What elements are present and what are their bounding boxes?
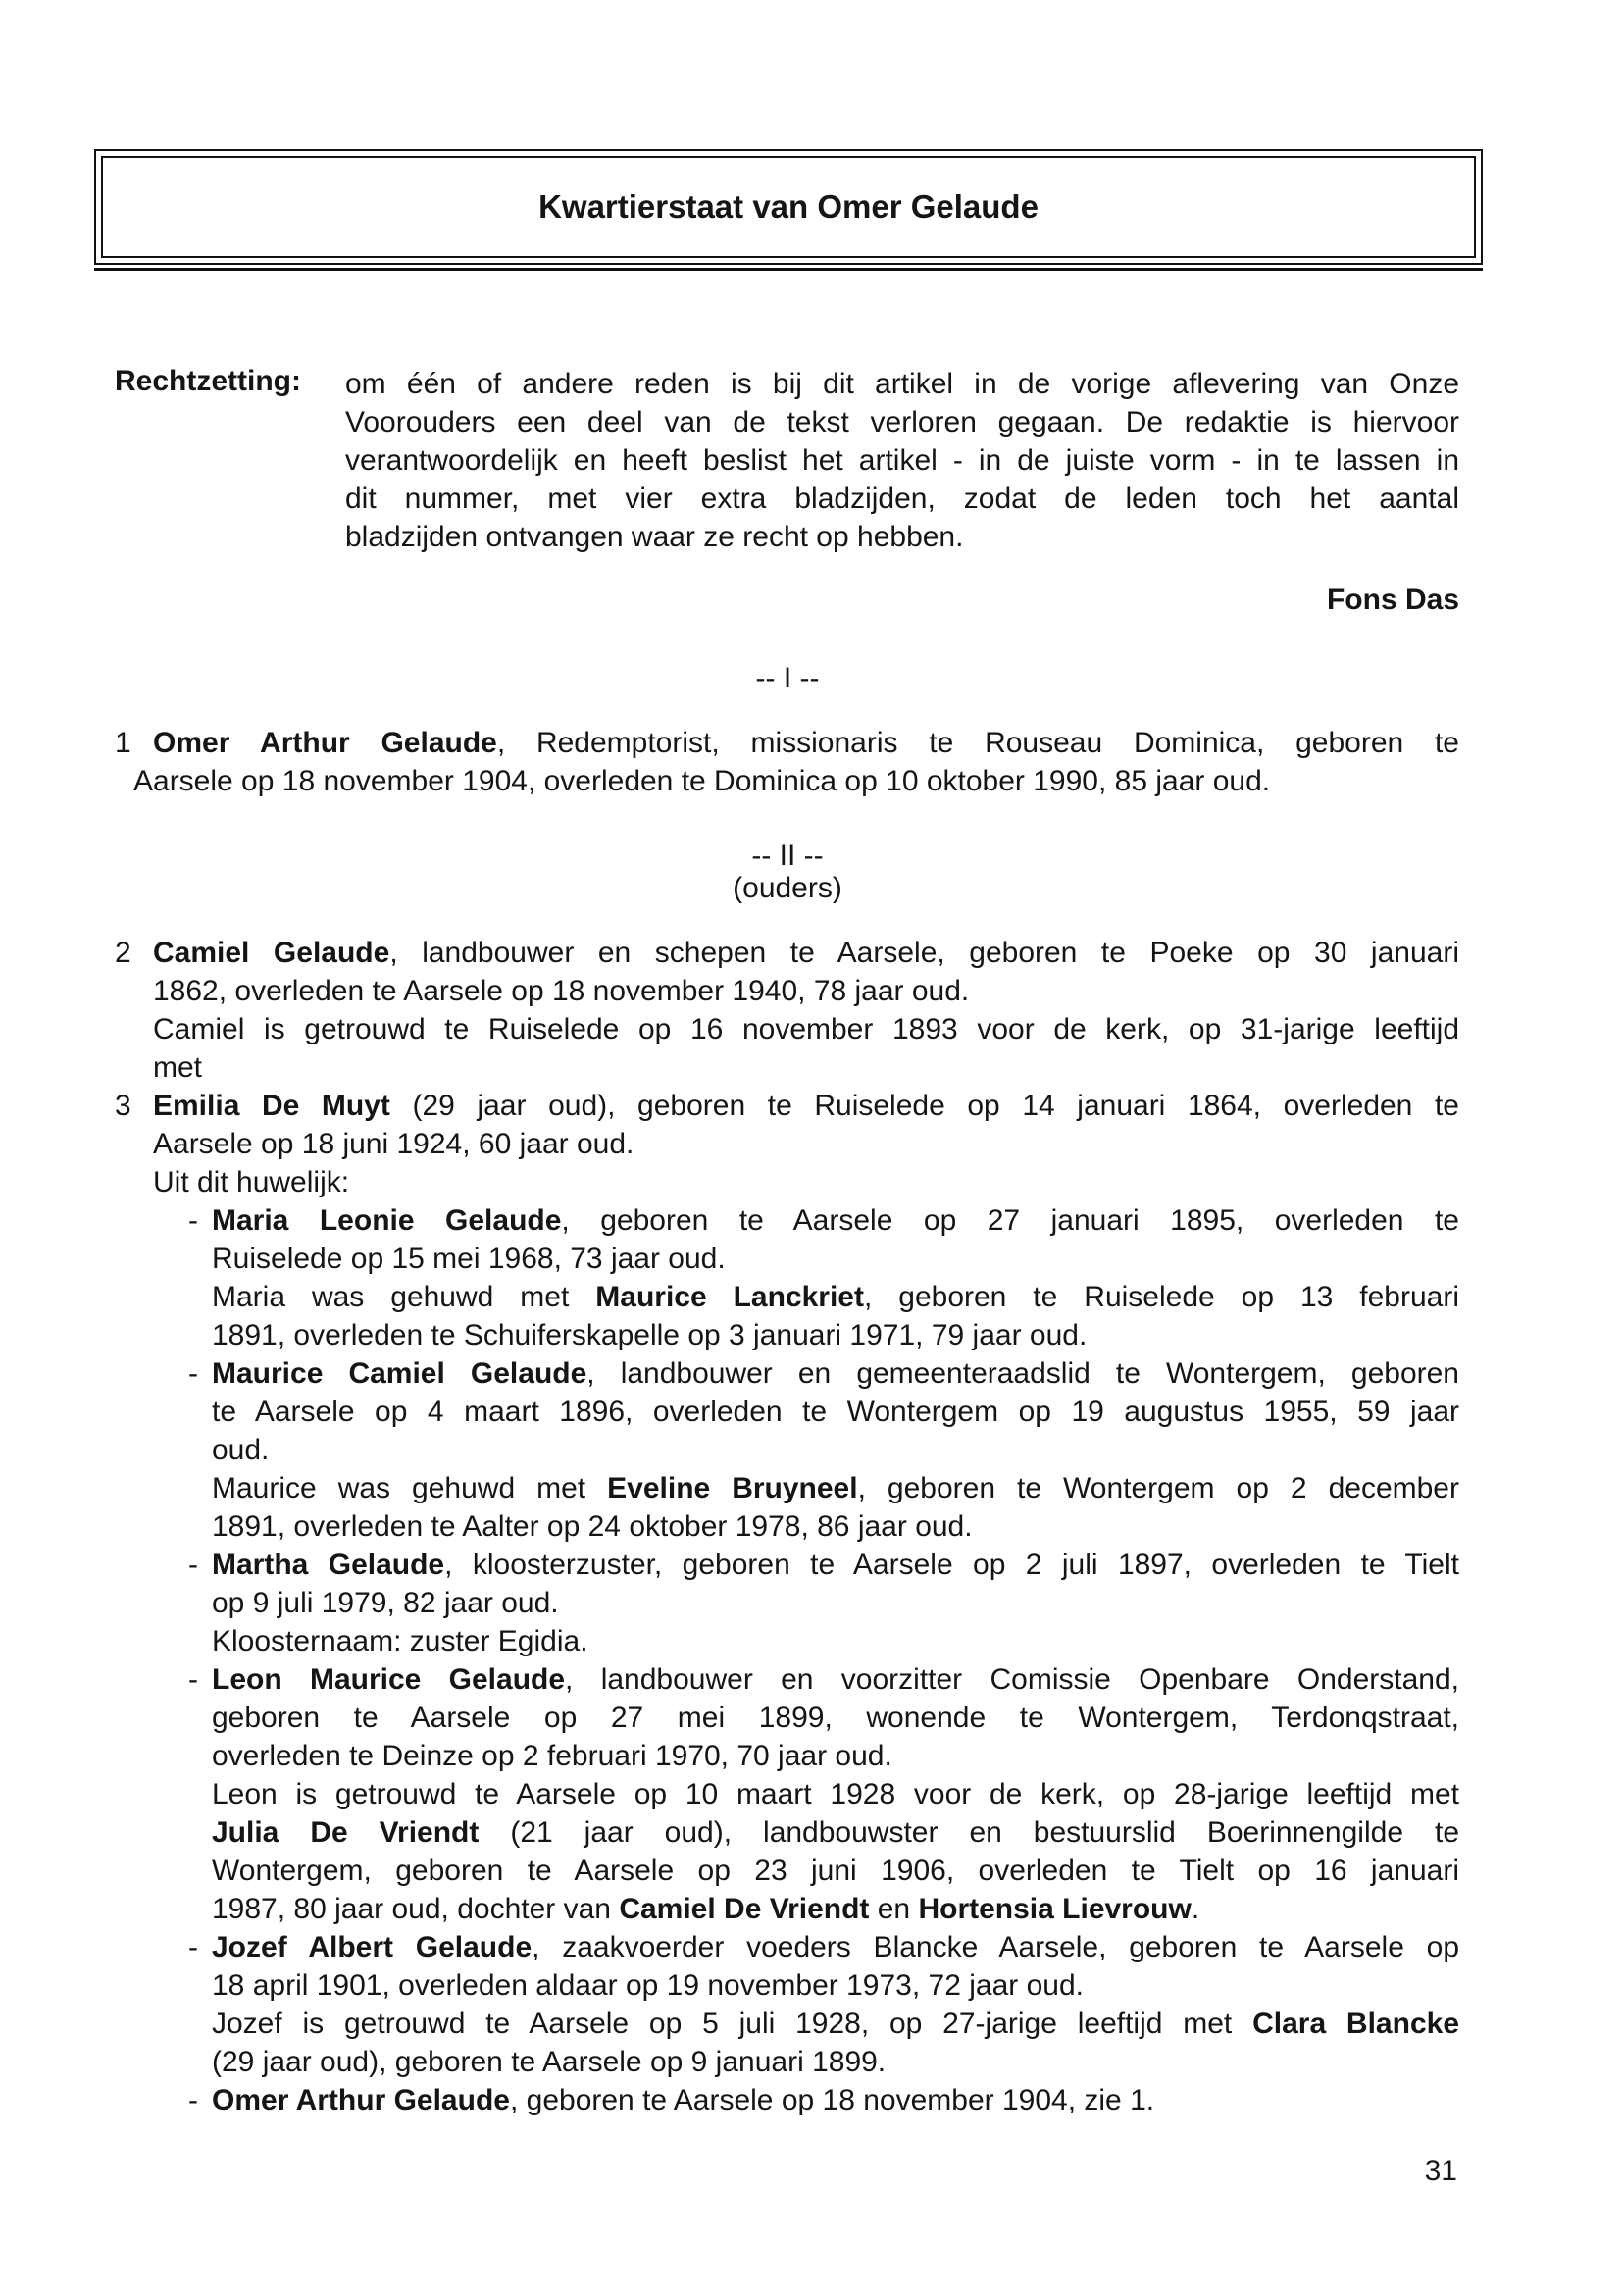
person-name: Camiel Gelaude — [153, 937, 390, 969]
entry-number: 3 — [115, 1090, 131, 1122]
child-line: Jozef Albert Gelaude, zaakvoerder voeders Blancke Aarsele, geboren te Aarsele op — [212, 1931, 1459, 1963]
person-name: Maurice Camiel Gelaude — [212, 1357, 587, 1390]
entry-3-line: Uit dit huwelijk: — [153, 1166, 350, 1198]
child-line: Julia De Vriendt (21 jaar oud), landbouwster en bestuurslid Boerinnengilde te — [212, 1816, 1459, 1849]
person-name: Omer Arthur Gelaude — [153, 727, 497, 759]
correction-label: Rechtzetting: — [115, 365, 301, 397]
correction-line: bladzijden ontvangen waar ze recht op hebben. — [345, 521, 964, 553]
section-heading-1: -- I -- — [755, 662, 820, 694]
spouse-name: Maurice Lanckriet — [595, 1281, 864, 1313]
correction-line: verantwoordelijk en heeft beslist het artikel - in de juiste vorm - in te lassen in — [345, 444, 1459, 477]
child-line: Maurice was gehuwd met Eveline Bruyneel, geboren te Wontergem op 2 december — [212, 1472, 1459, 1504]
child-line: oud. — [212, 1434, 270, 1466]
parent-name: Camiel De Vriendt — [619, 1893, 870, 1925]
child-line: 1891, overleden te Aalter op 24 oktober 1978, 86 jaar oud. — [212, 1510, 973, 1543]
entry-number: 2 — [115, 937, 131, 969]
child-line: op 9 juli 1979, 82 jaar oud. — [212, 1587, 559, 1619]
list-dash: - — [188, 2084, 198, 2116]
section-subheading: (ouders) — [733, 872, 842, 904]
page-number: 31 — [1424, 2155, 1457, 2187]
person-name: Maria Leonie Gelaude — [212, 1204, 562, 1237]
child-line: te Aarsele op 4 maart 1896, overleden te Wontergem op 19 augustus 1955, 59 jaar — [212, 1396, 1459, 1428]
spouse-name: Clara Blancke — [1252, 2008, 1459, 2040]
list-dash: - — [188, 1549, 198, 1581]
child-line: Maria was gehuwd met Maurice Lanckriet, geboren te Ruiselede op 13 februari — [212, 1281, 1459, 1313]
child-line: (29 jaar oud), geboren te Aarsele op 9 januari 1899. — [212, 2046, 887, 2078]
entry-2-line: Camiel is getrouwd te Ruiselede op 16 november 1893 voor de kerk, op 31-jarige leeftijd — [153, 1013, 1459, 1045]
entry-2-line: met — [153, 1051, 203, 1084]
page-title: Kwartierstaat van Omer Gelaude — [538, 188, 1039, 225]
correction-line: om één of andere reden is bij dit artikel in de vorige aflevering van Onze — [345, 368, 1459, 400]
child-line: Ruiselede op 15 mei 1968, 73 jaar oud. — [212, 1243, 726, 1275]
child-line: 1987, 80 jaar oud, dochter van Camiel De Vriendt en Hortensia Lievrouw. — [212, 1893, 1200, 1925]
correction-line: Voorouders een deel van de tekst verloren gegaan. De redaktie is hiervoor — [345, 406, 1459, 438]
author: Fons Das — [1326, 584, 1459, 616]
child-line: Maria Leonie Gelaude, geboren te Aarsele op 27 januari 1895, overleden te — [212, 1204, 1459, 1237]
spouse-name: Eveline Bruyneel — [607, 1472, 858, 1504]
list-dash: - — [188, 1204, 198, 1237]
child-line: Kloosternaam: zuster Egidia. — [212, 1625, 588, 1657]
child-line: 18 april 1901, overleden aldaar op 19 november 1973, 72 jaar oud. — [212, 1969, 1084, 2002]
entry-1-line: Aarsele op 18 november 1904, overleden te Dominica op 10 oktober 1990, 85 jaar oud. — [133, 765, 1271, 797]
person-name: Emilia De Muyt — [153, 1090, 390, 1122]
list-dash: - — [188, 1663, 198, 1696]
child-line: Omer Arthur Gelaude, geboren te Aarsele op 18 november 1904, zie 1. — [212, 2084, 1155, 2116]
child-line: Maurice Camiel Gelaude, landbouwer en gemeenteraadslid te Wontergem, geboren — [212, 1357, 1459, 1390]
list-dash: - — [188, 1931, 198, 1963]
parent-name: Hortensia Lievrouw — [918, 1893, 1192, 1925]
section-heading-2: -- II -- — [751, 840, 824, 872]
entry-3-line: Aarsele op 18 juni 1924, 60 jaar oud. — [153, 1128, 634, 1160]
entry-2-line: Camiel Gelaude, landbouwer en schepen te Aarsele, geboren te Poeke op 30 januari — [153, 937, 1459, 969]
person-name: Martha Gelaude — [212, 1549, 445, 1581]
child-line: Leon Maurice Gelaude, landbouwer en voorzitter Comissie Openbare Onderstand, — [212, 1663, 1459, 1696]
person-name: Leon Maurice Gelaude — [212, 1663, 566, 1696]
entry-3-line: Emilia De Muyt (29 jaar oud), geboren te Ruiselede op 14 januari 1864, overleden te — [153, 1090, 1459, 1122]
correction-line: dit nummer, met vier extra bladzijden, zodat de leden toch het aantal — [345, 483, 1459, 515]
entry-1-line: Omer Arthur Gelaude, Redemptorist, missionaris te Rouseau Dominica, geboren te — [153, 727, 1459, 759]
person-name: Omer Arthur Gelaude — [212, 2084, 510, 2116]
child-line: Wontergem, geboren te Aarsele op 23 juni 1906, overleden te Tielt op 16 januari — [212, 1855, 1459, 1887]
child-line: Jozef is getrouwd te Aarsele op 5 juli 1928, op 27-jarige leeftijd met Clara Blancke — [212, 2008, 1459, 2040]
entry-2-line: 1862, overleden te Aarsele op 18 november 1940, 78 jaar oud. — [153, 975, 970, 1007]
child-line: 1891, overleden te Schuiferskapelle op 3 januari 1971, 79 jaar oud. — [212, 1319, 1088, 1351]
child-line: overleden te Deinze op 2 februari 1970, 70 jaar oud. — [212, 1740, 892, 1772]
spouse-name: Julia De Vriendt — [212, 1816, 480, 1849]
title-box — [94, 149, 1483, 265]
child-line: Leon is getrouwd te Aarsele op 10 maart 1928 voor de kerk, op 28-jarige leeftijd met — [212, 1778, 1459, 1810]
child-line: Martha Gelaude, kloosterzuster, geboren te Aarsele op 2 juli 1897, overleden te Tielt — [212, 1549, 1459, 1581]
entry-number: 1 — [115, 727, 131, 759]
person-name: Jozef Albert Gelaude — [212, 1931, 533, 1963]
list-dash: - — [188, 1357, 198, 1390]
child-line: geboren te Aarsele op 27 mei 1899, wonende te Wontergem, Terdonqstraat, — [212, 1702, 1459, 1734]
